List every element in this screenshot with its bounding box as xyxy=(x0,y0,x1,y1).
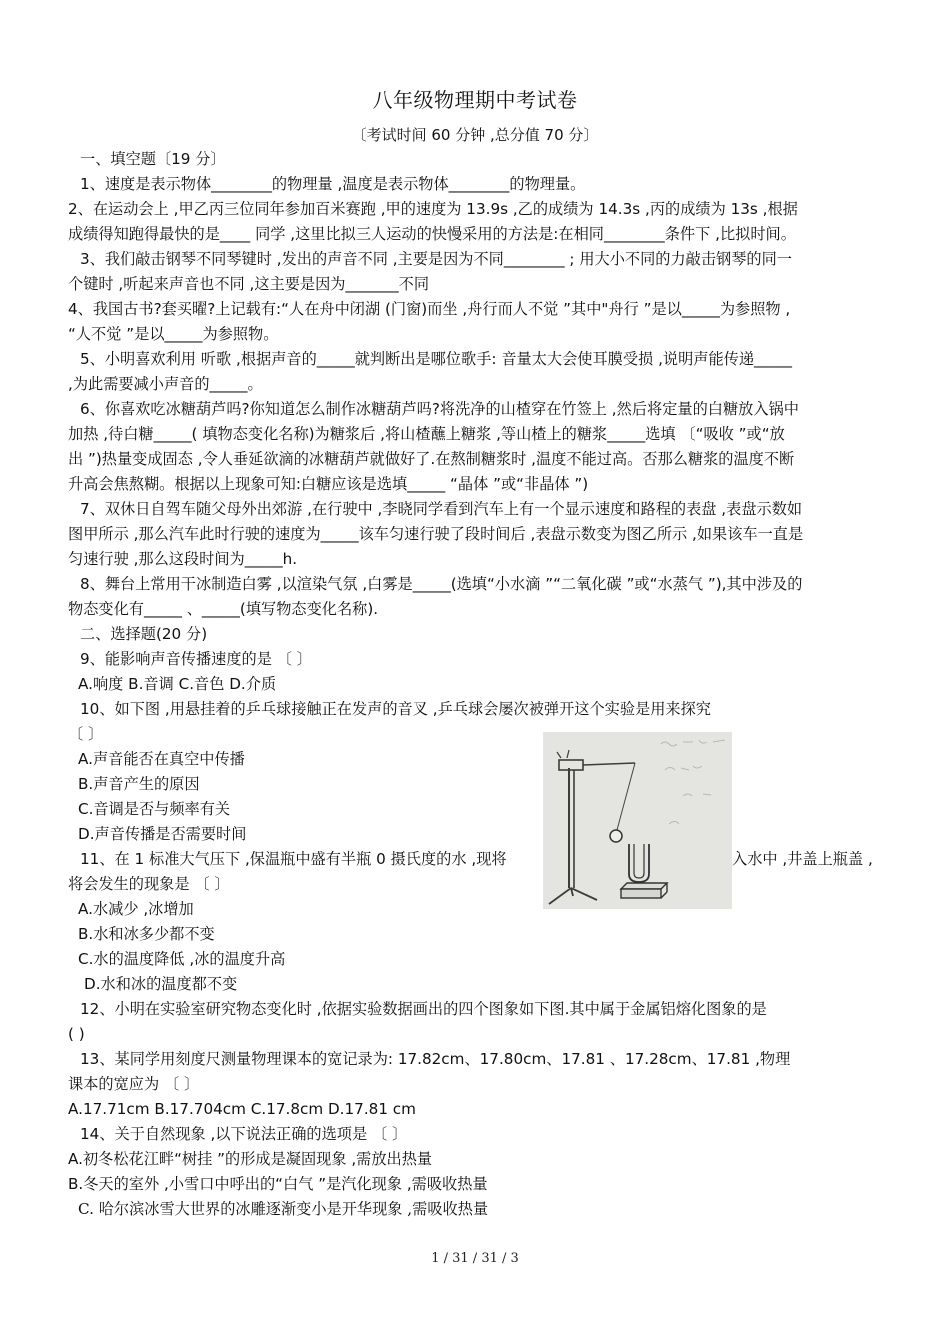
question-line: 12、小明在实验室研究物态变化时 ,依据实验数据画出的四个图象如下图.其中属于金属铝熔化图象的是 xyxy=(80,1000,767,1018)
question-line: 8、舞台上常用干冰制造白雾 ,以渲染气氛 ,白雾是_____(选填“小水滴 ”“二氧化碳 ”或“水蒸气 ”),其中涉及的 xyxy=(80,575,803,593)
section-heading-fill: 一、填空题〔19 分〕 xyxy=(80,150,226,168)
tuning-fork-pendulum-icon xyxy=(543,732,732,909)
answer-option: D.水和冰的温度都不变 xyxy=(84,975,238,993)
answer-option: B.水和冰多少都不变 xyxy=(78,925,215,943)
tuning-fork-figure xyxy=(543,732,732,909)
question-line: 升高会焦熬糊。根据以上现象可知:白糖应该是选填_____ “晶体 ”或“非晶体 ”) xyxy=(68,475,589,493)
answer-options: A.响度 B.音调 C.音色 D.介质 xyxy=(78,675,277,693)
exam-title: 八年级物理期中考试卷 xyxy=(372,88,578,112)
question-line: 成绩得知跑得最快的是____ 同学 ,这里比拟三人运动的快慢采用的方法是:在相同________条件下 ,比拟时间。 xyxy=(68,225,796,243)
question-line: 个键时 ,听起来声音也不同 ,这主要是因为_______不同 xyxy=(68,275,430,293)
answer-option: C.水的温度降低 ,冰的温度升高 xyxy=(78,950,286,968)
question-line: 入水中 ,井盖上瓶盖 , xyxy=(732,850,873,868)
question-line: 10、如下图 ,用悬挂着的乒乓球接触正在发声的音叉 ,乒乓球会屡次被弹开这个实验是用来探究 xyxy=(80,700,711,718)
answer-option: A.水减少 ,冰增加 xyxy=(78,900,194,918)
question-line: 匀速行驶 ,那么这段时间为_____h. xyxy=(68,550,298,568)
answer-option: A.初冬松花江畔“树挂 ”的形成是凝固现象 ,需放出热量 xyxy=(68,1150,433,1168)
question-line: 14、关于自然现象 ,以下说法正确的选项是 〔 〕 xyxy=(80,1125,408,1143)
question-line: 7、双休日自驾车随父母外出郊游 ,在行驶中 ,李晓同学看到汽车上有一个显示速度和路程的表盘 ,表盘示数如 xyxy=(80,500,803,518)
answer-bracket: ( ) xyxy=(68,1025,85,1043)
answer-option: B.声音产生的原因 xyxy=(78,775,200,793)
answer-bracket: 〔 〕 xyxy=(68,725,104,743)
answer-option: D.声音传播是否需要时间 xyxy=(78,825,247,843)
question-line: 出 ”)热量变成固态 ,令人垂延欲滴的冰糖葫芦就做好了.在熬制糖浆时 ,温度不能过高。否那么糖浆的温度不断 xyxy=(68,450,795,468)
question-line: 物态变化有_____ 、_____(填写物态变化名称). xyxy=(68,600,379,618)
question-line: 9、能影响声音传播速度的是 〔 〕 xyxy=(80,650,312,668)
question-line: “人不觉 ”是以_____为参照物。 xyxy=(68,325,279,343)
question-line: ,为此需要减小声音的_____。 xyxy=(68,375,263,393)
answer-options: A.17.71cm B.17.704cm C.17.8cm D.17.81 cm xyxy=(68,1100,416,1118)
question-line: 图甲所示 ,那么汽车此时行驶的速度为_____该车匀速行驶了段时间后 ,表盘示数变为图乙所示 ,如果该车一直是 xyxy=(68,525,804,543)
question-line: 3、我们敲击钢琴不同琴键时 ,发出的声音不同 ,主要是因为不同________ ; 用大小不同的力敲击钢琴的同一 xyxy=(80,250,792,268)
question-line: 2、在运动会上 ,甲乙丙三位同年参加百米赛跑 ,甲的速度为 13.9s ,乙的成绩为 14.3s ,丙的成绩为 13s ,根据 xyxy=(68,200,798,218)
answer-option: A.声音能否在真空中传播 xyxy=(78,750,245,768)
question-line: 加热 ,待白糖_____( 填物态变化名称)为糖浆后 ,将山楂蘸上糖浆 ,等山楂上的糖浆_____选填 〔“吸收 ”或“放 xyxy=(68,425,785,443)
question-line: 5、小明喜欢利用 听歌 ,根据声音的_____就判断出是哪位歌手: 音量太大会使耳膜受损 ,说明声能传递_____ xyxy=(80,350,792,368)
question-line: 6、你喜欢吃冰糖葫芦吗?你知道怎么制作冰糖葫芦吗?将洗净的山楂穿在竹签上 ,然后将定量的白糖放入锅中 xyxy=(80,400,799,418)
section-heading-choice: 二、选择题(20 分) xyxy=(80,625,208,643)
question-line: 4、我国古书?套买曜?上记载有:“人在舟中闭湖 (门窗)而坐 ,舟行而人不觉 ”其中"舟行 ”是以_____为参照物 , xyxy=(68,300,791,318)
page-number: 1 / 31 / 31 / 3 xyxy=(431,1251,519,1266)
question-line: 11、在 1 标准大气压下 ,保温瓶中盛有半瓶 0 摄氏度的水 ,现将 xyxy=(80,850,507,868)
question-line: 将会发生的现象是 〔 〕 xyxy=(68,875,230,893)
question-line: 13、某同学用刻度尺测量物理课本的宽记录为: 17.82cm、17.80cm、17.81 、17.28cm、17.81 ,物理 xyxy=(80,1050,791,1068)
question-line: 1、速度是表示物体________的物理量 ,温度是表示物体________的物理量。 xyxy=(80,175,586,193)
answer-option: C. 哈尔滨冰雪大世界的冰雕逐渐变小是开华现象 ,需吸收热量 xyxy=(78,1200,489,1218)
exam-subtitle: 〔考试时间 60 分钟 ,总分值 70 分〕 xyxy=(351,126,599,144)
answer-option: B.冬天的室外 ,小雪口中呼出的“白气 ”是汽化现象 ,需吸收热量 xyxy=(68,1175,488,1193)
question-line: 课本的宽应为 〔 〕 xyxy=(68,1075,200,1093)
answer-option: C.音调是否与频率有关 xyxy=(78,800,231,818)
